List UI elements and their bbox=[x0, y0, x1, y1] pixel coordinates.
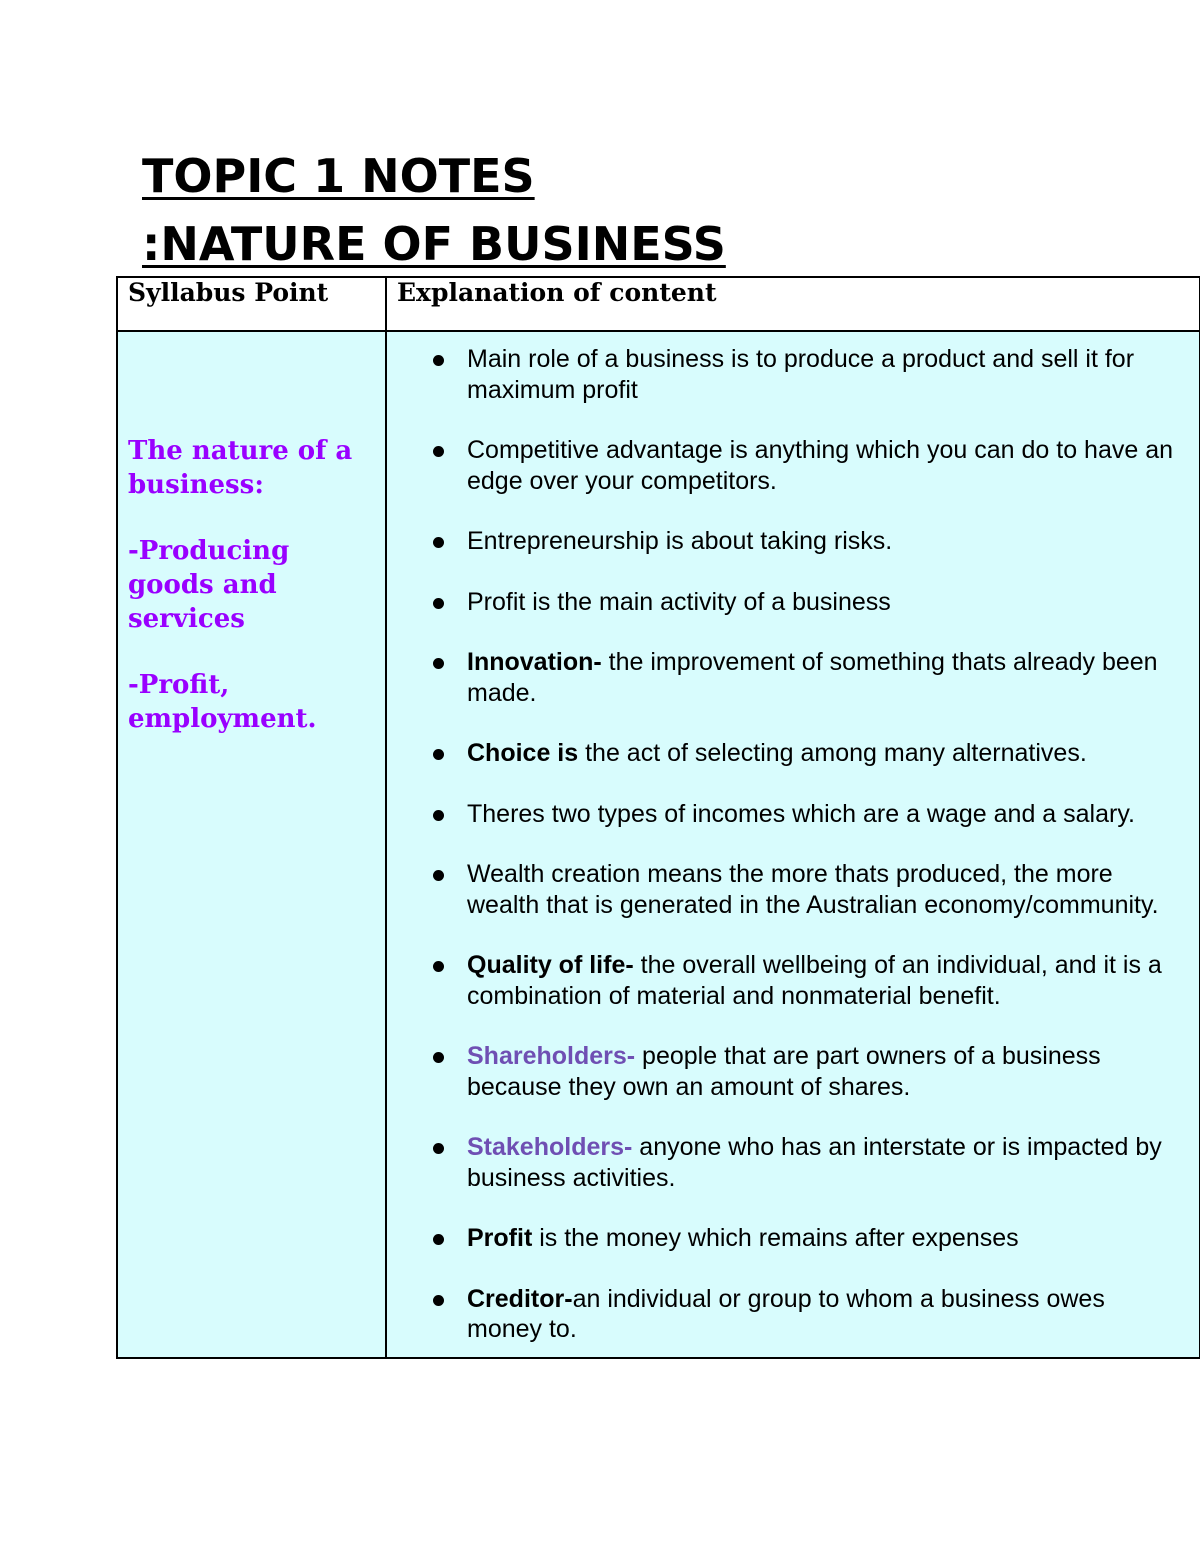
list-item bbox=[387, 1132, 1185, 1193]
list-item bbox=[387, 1223, 1185, 1254]
point-text: Theres two types of incomes which are a wage and a salary. bbox=[467, 799, 1135, 828]
explanation-cell bbox=[386, 331, 1200, 1358]
list-item bbox=[387, 526, 1185, 557]
point-text: Wealth creation means the more thats produced, the more wealth that is generated in the Australian economy/community. bbox=[467, 860, 1159, 919]
list-item bbox=[387, 435, 1185, 496]
point-text: people that are part owners of a business because they own an amount of shares. bbox=[467, 1042, 1101, 1101]
notes-table bbox=[116, 276, 1200, 1359]
point-text: Entrepreneurship is about taking risks. bbox=[467, 527, 893, 555]
point-term: Innovation- bbox=[467, 648, 602, 676]
bullet-icon bbox=[433, 1295, 444, 1306]
bullet-icon bbox=[433, 870, 444, 881]
title-line-1: TOPIC 1 NOTES bbox=[142, 149, 535, 203]
point-text: anyone who has an interstate or is impacted by business activities. bbox=[467, 1133, 1162, 1192]
table-row bbox=[117, 331, 1200, 1358]
bullet-icon bbox=[433, 961, 444, 972]
bullet-icon bbox=[433, 1052, 444, 1063]
bullet-icon bbox=[433, 446, 444, 457]
point-text: the improvement of something thats already been made. bbox=[467, 648, 1158, 707]
syllabus-line: -Producing goods and services bbox=[128, 536, 290, 634]
bullet-icon bbox=[433, 658, 444, 669]
bullet-icon bbox=[433, 810, 444, 821]
syllabus-line: -Profit, employment. bbox=[128, 670, 317, 734]
point-text: Competitive advantage is anything which you can do to have an edge over your competitors. bbox=[467, 436, 1174, 495]
list-item bbox=[387, 799, 1185, 830]
point-term: Quality of life- bbox=[467, 951, 634, 979]
syllabus-line: The nature of a business: bbox=[128, 436, 353, 500]
list-item bbox=[387, 859, 1185, 920]
list-item bbox=[387, 1041, 1185, 1102]
bullet-icon bbox=[433, 537, 444, 548]
point-text: an individual or group to whom a business owes money to. bbox=[467, 1284, 1105, 1343]
bullet-icon bbox=[433, 1234, 444, 1245]
point-term: Shareholders- bbox=[467, 1042, 636, 1070]
point-text: the overall wellbeing of an individual, and it is a combination of material and nonmaterial benefit. bbox=[467, 951, 1162, 1010]
explanation-list bbox=[387, 344, 1185, 1345]
bullet-icon bbox=[433, 355, 444, 366]
point-text: is the money which remains after expenses bbox=[532, 1224, 1019, 1252]
list-item bbox=[387, 587, 1185, 618]
point-term: Stakeholders- bbox=[467, 1133, 633, 1161]
point-text: the act of selecting among many alternatives. bbox=[578, 739, 1087, 767]
title-line-2: :NATURE OF BUSINESS bbox=[142, 217, 726, 271]
point-term: Profit bbox=[467, 1224, 533, 1252]
header-syllabus-point: Syllabus Point bbox=[117, 277, 386, 331]
point-term: Creditor- bbox=[467, 1284, 573, 1313]
list-item bbox=[387, 738, 1185, 769]
list-item bbox=[387, 647, 1185, 708]
list-item bbox=[387, 1284, 1185, 1345]
page-title bbox=[142, 142, 726, 278]
point-text: Main role of a business is to produce a product and sell it for maximum profit bbox=[467, 345, 1135, 404]
bullet-icon bbox=[433, 598, 444, 609]
bullet-icon bbox=[433, 1143, 444, 1154]
syllabus-cell bbox=[117, 331, 386, 1358]
bullet-icon bbox=[433, 749, 444, 760]
list-item bbox=[387, 950, 1185, 1011]
header-explanation: Explanation of content bbox=[386, 277, 1200, 331]
list-item bbox=[387, 344, 1185, 405]
point-text: Profit is the main activity of a business bbox=[467, 587, 891, 616]
table-header-row bbox=[117, 277, 1200, 331]
point-term: Choice is bbox=[467, 739, 579, 767]
